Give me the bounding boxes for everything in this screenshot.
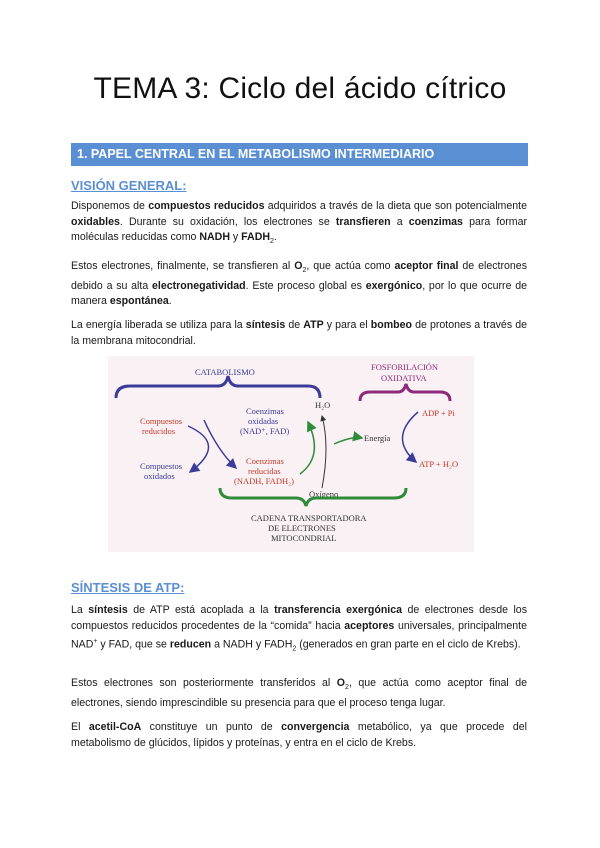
atp-label: ATP + H₂O — [419, 459, 459, 469]
h2o-label: H₂O — [315, 400, 331, 410]
compuestos-reducidos-1: Compuestos — [140, 416, 183, 426]
oxigeno-label: Oxígeno — [309, 489, 339, 499]
fosforilacion-label-1: FOSFORILACIÓN — [371, 362, 439, 372]
paragraph-vision-3: La energía liberada se utiliza para la síntesis de ATP y para el bombeo de protones a través de la membrana mitocondrial. — [71, 319, 527, 347]
metabolism-diagram — [108, 356, 474, 552]
paragraph-sintesis-3: El acetil-CoA constituye un punto de convergencia metabólico, ya que procede del metabolismo de glúcidos, lípidos y proteínas, y entra en el ciclo de Krebs. — [71, 721, 527, 749]
compuestos-reducidos-2: reducidos — [142, 426, 176, 436]
coenzimas-reducidas-1: Coenzimas — [246, 456, 284, 466]
subheading-vision-general: VISIÓN GENERAL: — [71, 178, 187, 193]
electron-transport-arc — [300, 422, 314, 474]
cadena-label-1: CADENA TRANSPORTADORA — [251, 513, 367, 523]
paragraph-vision-2: Estos electrones, finalmente, se transfieren al $O_2$, que actúa como aceptor final de electrones debido a su alta electronegatividad. Este proceso global es exergónico, por lo que ocurre de manera espontánea. — [71, 260, 528, 308]
paragraph-sintesis-2: Estos electrones son posteriormente transferidos al $O_2$, que actúa como aceptor final de electrones, siendo imprescindible su presencia para que el proceso tenga lugar. — [71, 677, 527, 709]
compuestos-oxidados-1: Compuestos — [140, 461, 183, 471]
subheading-sintesis-atp: SÍNTESIS DE ATP: — [71, 580, 185, 595]
oxygen-to-water-arrow — [322, 416, 326, 488]
section-heading: 1. PAPEL CENTRAL EN EL METABOLISMO INTERMEDIARIO — [71, 143, 528, 166]
coenzimas-reducidas-2: reducidas — [248, 466, 281, 476]
page-title: TEMA 3: Ciclo del ácido cítrico — [93, 72, 507, 105]
compuestos-oxidados-2: oxidados — [144, 471, 175, 481]
adp-label: ADP + Pi — [422, 408, 455, 418]
cadena-label-3: MITOCONDRIAL — [271, 533, 337, 543]
coenzimas-reducidas-3: (NADH, FADH₂) — [234, 476, 294, 486]
energia-label: Energía — [364, 433, 391, 443]
coenzimas-oxidadas-3: (NAD⁺, FAD) — [240, 426, 290, 436]
cadena-label-2: DE ELECTRONES — [268, 523, 336, 533]
catabolismo-arrow — [188, 426, 209, 472]
energy-arrow — [334, 438, 362, 444]
catabolismo-label: CATABOLISMO — [195, 367, 255, 377]
phosphorylation-arrow — [402, 412, 418, 462]
coenzimas-oxidadas-1: Coenzimas — [246, 406, 284, 416]
paragraph-vision-1: Disponemos de compuestos reducidos adquiridos a través de la dieta que son potencialmente oxidables. Durante su oxidación, los electrones se transfieren a coenzimas para formar moléculas reducidas como NADH y $FADH_2$. — [71, 200, 528, 246]
catabolismo-brace — [116, 376, 320, 398]
fosforilacion-label-2: OXIDATIVA — [381, 373, 427, 383]
paragraph-sintesis-1: La síntesis de ATP está acoplada a la transferencia exergónica de electrones desde los compuestos reducidos procedentes de la “comida” hacia aceptores universales, principalmente NAD+ y FAD, que se reducen a NADH y $FADH_2$ (generados en gran parte en el ciclo de Krebs). — [71, 604, 527, 653]
coenzimas-oxidadas-2: oxidadas — [248, 416, 279, 426]
fosforilacion-brace — [360, 384, 450, 401]
